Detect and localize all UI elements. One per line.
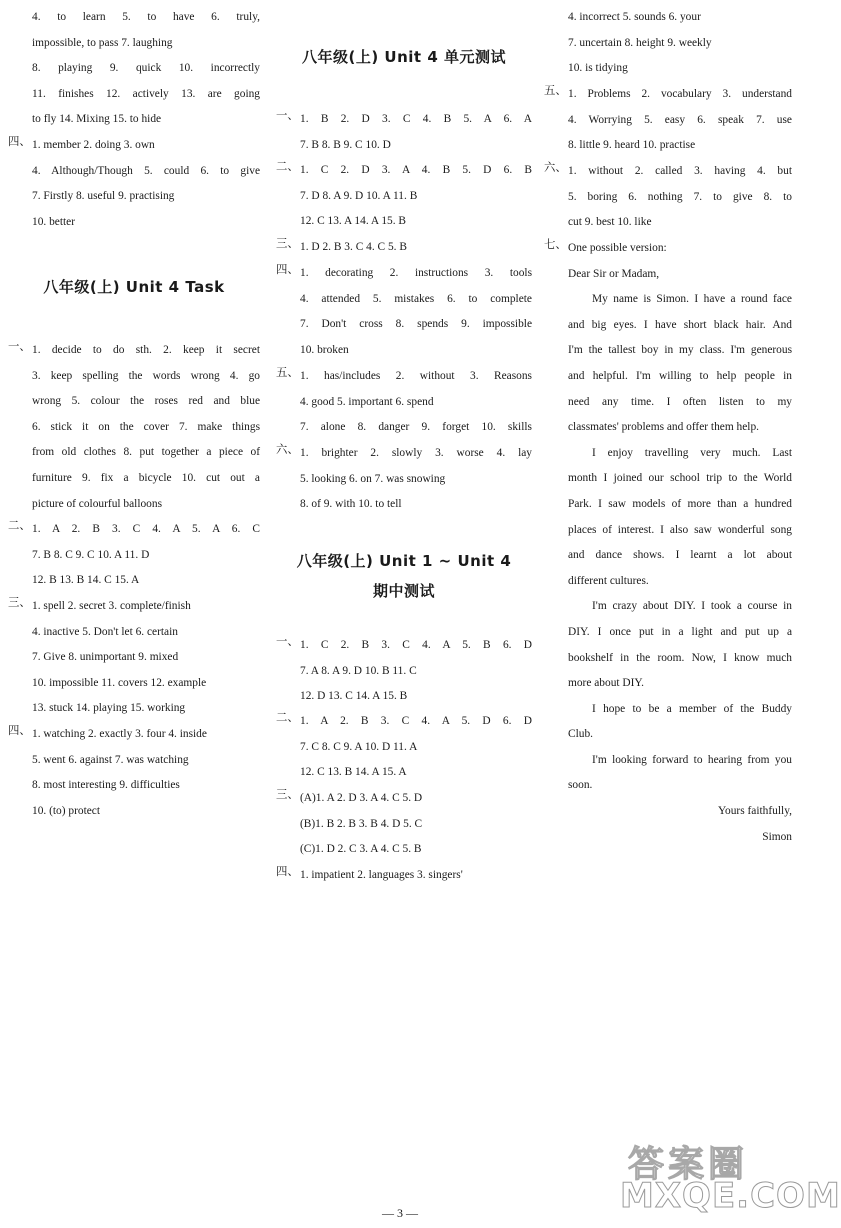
answer-line: 11. finishes 12. actively 13. are going	[32, 87, 260, 100]
section-mark: 二、	[276, 712, 299, 724]
section-mark: 三、	[8, 597, 31, 609]
answer-line: 1. A 2. B 3. C 4. A 5. D 6. D	[300, 715, 532, 727]
section-heading-unit4-task: 八年级(上) Unit 4 Task	[43, 278, 225, 296]
answer-section-4	[8, 133, 260, 235]
letter-line: I enjoy travelling very much. Last	[592, 446, 792, 459]
writing-intro: One possible version:	[568, 242, 667, 254]
answer-line: 10. better	[32, 215, 76, 228]
answer-line: furniture 9. fix a bicycle 10. cut out a	[32, 471, 260, 484]
answer-line: 4. incorrect 5. sounds 6. your	[568, 11, 701, 23]
letter-line: Club.	[568, 728, 594, 741]
answer-section-1	[8, 338, 260, 517]
writing-section-7	[544, 236, 792, 850]
section-mark: 四、	[8, 725, 31, 737]
letter-line: Park. I saw models of more than a hundred	[568, 497, 792, 510]
answer-block-carryover	[544, 5, 792, 82]
midterm-section-2	[276, 709, 532, 786]
answer-line: 7. Firstly 8. useful 9. practising	[32, 190, 175, 203]
letter-line: soon.	[568, 779, 593, 792]
section-mark: 三、	[276, 789, 299, 801]
answer-section-3	[8, 594, 260, 722]
section-mark: 二、	[276, 161, 299, 173]
answer-line: impossible, to pass 7. laughing	[32, 36, 173, 49]
letter-line: I'm looking forward to hearing from you	[592, 753, 792, 766]
answer-line: 12. C 13. B 14. A 15. A	[300, 766, 407, 779]
answer-line: 3. keep spelling the words wrong 4. go	[32, 369, 260, 382]
answer-section-6	[276, 441, 532, 518]
answer-line: 7. uncertain 8. height 9. weekly	[568, 36, 712, 49]
answer-line: 1. Problems 2. vocabulary 3. understand	[568, 88, 792, 100]
letter-line: bookshelf in the room. Now, I know much	[568, 651, 792, 664]
section-mark: 一、	[276, 636, 299, 648]
letter-line: month I joined our school trip to the World	[568, 472, 792, 485]
answer-line: 4. Although/Though 5. could 6. to give	[32, 164, 260, 177]
section-mark: 三、	[276, 238, 299, 250]
letter-line: I'm the tallest boy in my class. I'm generous	[568, 344, 792, 357]
answer-section-4b	[8, 722, 260, 824]
letter-signature: Simon	[762, 830, 792, 843]
answer-line: 1. decorating 2. instructions 3. tools	[300, 267, 532, 279]
answer-line: 7. Don't cross 8. spends 9. impossible	[300, 318, 532, 331]
answer-line: 12. B 13. B 14. C 15. A	[32, 574, 140, 587]
letter-line: classmates' problems and offer them help.	[568, 421, 759, 434]
answer-line: wrong 5. colour the roses red and blue	[32, 395, 260, 408]
answer-line: 7. C 8. C 9. A 10. D 11. A	[300, 740, 418, 753]
section-mark: 五、	[544, 85, 567, 97]
answer-line: 1. D 2. B 3. C 4. C 5. B	[300, 241, 407, 253]
section-mark: 一、	[276, 110, 299, 122]
answer-line: 1. C 2. D 3. A 4. B 5. D 6. B	[300, 164, 532, 176]
answer-section-5	[276, 364, 532, 441]
answer-line: 7. B 8. C 9. C 10. A 11. D	[32, 548, 150, 561]
answer-line: 5. looking 6. on 7. was snowing	[300, 472, 446, 485]
answer-section-6	[544, 159, 792, 236]
answer-line: 10. is tidying	[568, 62, 628, 75]
answer-line: 4. to learn 5. to have 6. truly,	[32, 11, 260, 23]
letter-line: different cultures.	[568, 574, 649, 587]
answer-section-2	[276, 158, 532, 235]
answer-line: 10. (to) protect	[32, 804, 101, 817]
answer-line: 8. most interesting 9. difficulties	[32, 779, 180, 792]
answer-line: 1. A 2. B 3. C 4. A 5. A 6. C	[32, 523, 260, 535]
answer-line: 4. attended 5. mistakes 6. to complete	[300, 292, 532, 305]
section-mark: 四、	[8, 136, 31, 148]
answer-line: 7. A 8. A 9. D 10. B 11. C	[300, 664, 417, 677]
answer-line: picture of colourful balloons	[32, 497, 163, 510]
answer-line: 5. went 6. against 7. was watching	[32, 753, 189, 766]
section-mark: 一、	[8, 341, 31, 353]
letter-closing: Yours faithfully,	[717, 805, 792, 818]
answer-line: 7. D 8. A 9. D 10. A 11. B	[300, 189, 418, 202]
letter-line: I hope to be a member of the Buddy	[592, 702, 792, 715]
answer-line: 13. stuck 14. playing 15. working	[32, 702, 186, 715]
watermark-logo: 答案圈	[628, 1144, 749, 1185]
answer-line: 7. B 8. B 9. C 10. D	[300, 138, 391, 151]
answer-line: 4. good 5. important 6. spend	[300, 395, 434, 408]
letter-line: more about DIY.	[568, 677, 645, 690]
answer-line: 1. has/includes 2. without 3. Reasons	[300, 370, 532, 382]
section-mark: 二、	[8, 520, 31, 532]
midterm-section-4	[276, 863, 532, 889]
answer-line: 1. member 2. doing 3. own	[32, 139, 155, 151]
answer-line: 1. impatient 2. languages 3. singers'	[300, 869, 463, 881]
section-heading-midterm-sub: 期中测试	[372, 582, 435, 600]
letter-salutation: Dear Sir or Madam,	[568, 267, 660, 280]
answer-section-5	[544, 82, 792, 159]
answer-line: 12. C 13. A 14. A 15. B	[300, 215, 407, 228]
section-mark: 四、	[276, 264, 299, 276]
answer-line: from old clothes 8. put together a piece of	[32, 446, 260, 459]
answer-line: 1. watching 2. exactly 3. four 4. inside	[32, 728, 207, 740]
midterm-section-3	[276, 786, 532, 863]
answer-line: 4. inactive 5. Don't let 6. certain	[32, 625, 178, 638]
answer-line: 12. D 13. C 14. A 15. B	[300, 690, 408, 703]
section-heading-unit4-test: 八年级(上) Unit 4 单元测试	[302, 48, 506, 66]
answer-line: (A)1. A 2. D 3. A 4. C 5. D	[300, 792, 423, 804]
section-heading-midterm: 八年级(上) Unit 1 ~ Unit 4	[296, 552, 512, 570]
section-mark: 六、	[276, 444, 299, 456]
answer-block-carryover	[8, 5, 260, 133]
midterm-section-1	[276, 633, 532, 710]
section-mark: 四、	[276, 866, 299, 878]
letter-line: places of interest. I also saw wonderful song	[568, 523, 792, 536]
answer-line: cut 9. best 10. like	[568, 216, 652, 229]
answer-line: 6. stick it on the cover 7. make things	[32, 420, 260, 433]
answer-line: 1. without 2. called 3. having 4. but	[568, 165, 792, 177]
answer-line: 8. playing 9. quick 10. incorrectly	[32, 62, 260, 75]
letter-line: and big eyes. I have short black hair. And	[568, 318, 792, 331]
answer-line: 7. Give 8. unimportant 9. mixed	[32, 651, 179, 664]
answer-line: 1. C 2. B 3. C 4. A 5. B 6. D	[300, 639, 532, 651]
answer-line: 1. spell 2. secret 3. complete/finish	[32, 600, 191, 612]
answer-line: 1. brighter 2. slowly 3. worse 4. lay	[300, 447, 532, 459]
answer-line: 8. little 9. heard 10. practise	[568, 139, 696, 152]
letter-line: DIY. I once put in a light and put up a	[568, 625, 792, 638]
answer-section-3	[276, 235, 532, 261]
answer-line: (B)1. B 2. B 3. B 4. D 5. C	[300, 817, 423, 830]
answer-line: 7. alone 8. danger 9. forget 10. skills	[300, 421, 532, 434]
answer-section-2	[8, 517, 260, 594]
letter-line: I'm crazy about DIY. I took a course in	[592, 600, 792, 613]
answer-line: to fly 14. Mixing 15. to hide	[32, 113, 162, 126]
answer-line: 1. decide to do sth. 2. keep it secret	[32, 344, 260, 356]
watermark-url: MXQE.COM	[620, 1176, 841, 1216]
answer-section-4	[276, 261, 532, 363]
answer-line: 5. boring 6. nothing 7. to give 8. to	[568, 190, 792, 203]
answer-line: 8. of 9. with 10. to tell	[300, 498, 402, 511]
letter-line: and dance shows. I learnt a lot about	[568, 549, 792, 562]
answer-section-1	[276, 107, 532, 158]
answer-line: 4. Worrying 5. easy 6. speak 7. use	[568, 113, 792, 126]
answer-line: 10. impossible 11. covers 12. example	[32, 676, 207, 689]
section-mark: 五、	[276, 367, 299, 379]
page-number: — 3 —	[382, 1206, 418, 1220]
letter-line: need any time. I often listen to my	[568, 395, 792, 408]
answer-line: 10. broken	[300, 343, 349, 356]
section-mark: 六、	[544, 162, 567, 174]
section-mark: 七、	[544, 239, 567, 251]
answer-line: 1. B 2. D 3. C 4. B 5. A 6. A	[300, 113, 532, 125]
letter-line: My name is Simon. I have a round face	[592, 293, 792, 306]
letter-line: and helpful. I'm willing to help people in	[568, 369, 792, 382]
answer-line: (C)1. D 2. C 3. A 4. C 5. B	[300, 843, 422, 856]
